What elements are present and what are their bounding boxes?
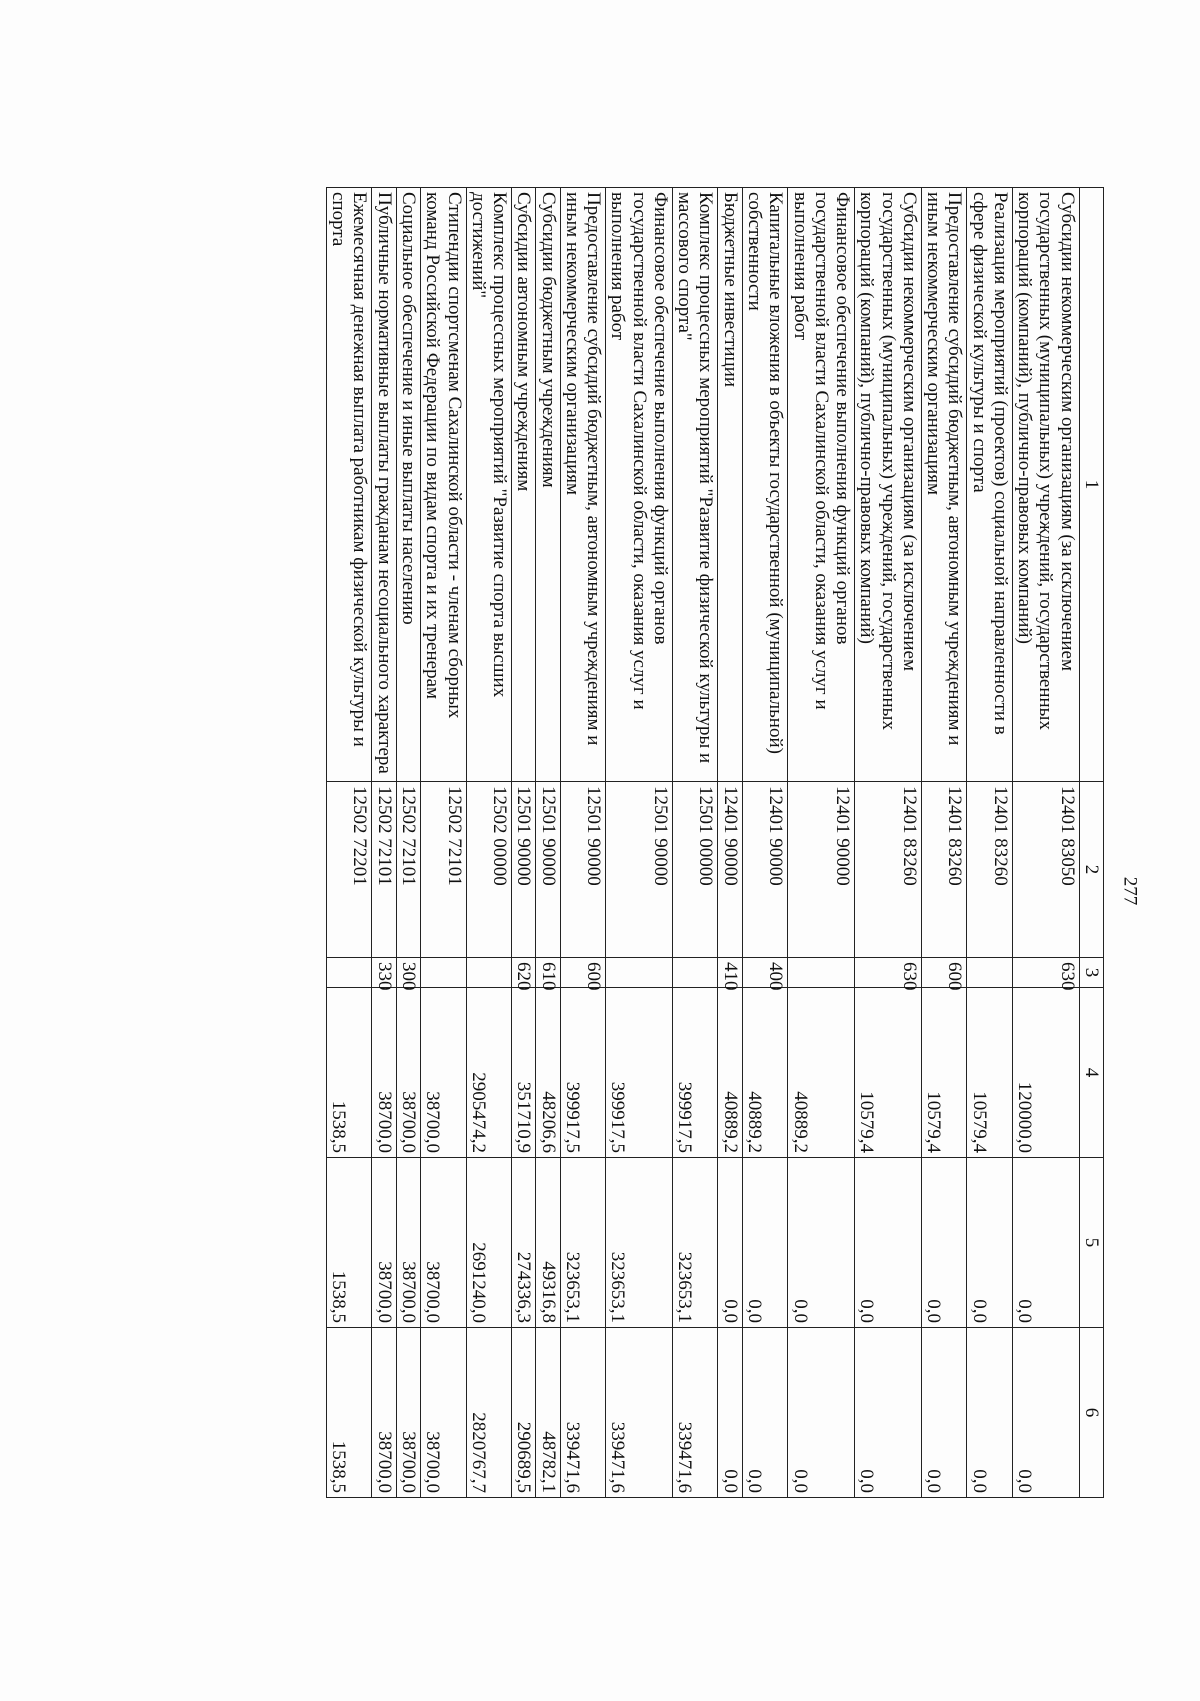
row-value-year2: 274336,3 xyxy=(512,1158,536,1328)
row-name: Публичные нормативные выплаты гражданам несоциального характера xyxy=(372,188,396,782)
row-value-year3: 0,0 xyxy=(742,1328,788,1498)
row-value-year3: 290689,5 xyxy=(512,1328,536,1498)
table-row xyxy=(718,188,742,1498)
row-expense-type xyxy=(466,958,512,988)
row-name: Предоставление субсидий бюджетным, автономным учреждениям и иным некоммерческим организациям xyxy=(560,188,606,782)
row-expense-type xyxy=(672,958,718,988)
row-code: 12501 90000 xyxy=(512,782,536,958)
table-row xyxy=(967,188,1013,1498)
row-name: Субсидии автономным учреждениям xyxy=(512,188,536,782)
row-value-year1: 38700,0 xyxy=(372,988,396,1158)
row-code: 12401 90000 xyxy=(788,782,855,958)
row-expense-type xyxy=(606,958,673,988)
row-expense-type xyxy=(967,958,1013,988)
row-code: 12501 00000 xyxy=(672,782,718,958)
row-value-year1: 399917,5 xyxy=(560,988,606,1158)
column-header: 1 xyxy=(1079,188,1103,782)
row-value-year1: 2905474,2 xyxy=(466,988,512,1158)
row-value-year3: 48782,1 xyxy=(536,1328,560,1498)
row-expense-type: 630 xyxy=(855,958,922,988)
row-value-year3: 0,0 xyxy=(921,1328,967,1498)
table-row xyxy=(742,188,788,1498)
row-value-year1: 40889,2 xyxy=(718,988,742,1158)
row-value-year1: 10579,4 xyxy=(855,988,922,1158)
row-name: Капитальные вложения в объекты государственной (муниципальной) собственности xyxy=(742,188,788,782)
table-row xyxy=(326,188,372,1498)
row-value-year1: 40889,2 xyxy=(788,988,855,1158)
row-code: 12502 72101 xyxy=(372,782,396,958)
row-expense-type: 330 xyxy=(372,958,396,988)
row-expense-type xyxy=(326,958,372,988)
row-name: Ежемесячная денежная выплата работникам физической культуры и спорта xyxy=(326,188,372,782)
row-value-year2: 1538,5 xyxy=(326,1158,372,1328)
row-value-year2: 0,0 xyxy=(788,1158,855,1328)
row-value-year2: 323653,1 xyxy=(560,1158,606,1328)
row-value-year1: 399917,5 xyxy=(672,988,718,1158)
row-value-year3: 0,0 xyxy=(718,1328,742,1498)
row-value-year1: 40889,2 xyxy=(742,988,788,1158)
row-value-year2: 2691240,0 xyxy=(466,1158,512,1328)
row-value-year3: 2820767,7 xyxy=(466,1328,512,1498)
table-row xyxy=(560,188,606,1498)
row-value-year1: 10579,4 xyxy=(921,988,967,1158)
row-value-year2: 38700,0 xyxy=(421,1158,467,1328)
table-row xyxy=(921,188,967,1498)
table-row xyxy=(788,188,855,1498)
row-expense-type xyxy=(421,958,467,988)
table-body xyxy=(326,188,1079,1498)
row-expense-type: 410 xyxy=(718,958,742,988)
table-row xyxy=(672,188,718,1498)
row-code: 12502 72201 xyxy=(326,782,372,958)
row-expense-type xyxy=(788,958,855,988)
column-header: 4 xyxy=(1079,988,1103,1158)
row-value-year3: 339471,6 xyxy=(672,1328,718,1498)
row-code: 12501 90000 xyxy=(560,782,606,958)
row-code: 12501 90000 xyxy=(536,782,560,958)
row-code: 12401 83260 xyxy=(967,782,1013,958)
row-code: 12401 83050 xyxy=(1012,782,1079,958)
row-name: Комплекс процессных мероприятий "Развитие физической культуры и массового спорта" xyxy=(672,188,718,782)
row-value-year3: 38700,0 xyxy=(372,1328,396,1498)
row-name: Субсидии некоммерческим организациям (за исключением государственных (муниципальных) учреждений, государственных корпораций (компаний), публично-правовых компаний) xyxy=(1012,188,1079,782)
row-value-year1: 399917,5 xyxy=(606,988,673,1158)
row-value-year3: 339471,6 xyxy=(606,1328,673,1498)
row-value-year3: 1538,5 xyxy=(326,1328,372,1498)
table-row xyxy=(855,188,922,1498)
row-value-year3: 0,0 xyxy=(788,1328,855,1498)
row-expense-type: 400 xyxy=(742,958,788,988)
table-row xyxy=(536,188,560,1498)
row-value-year2: 0,0 xyxy=(967,1158,1013,1328)
row-code: 12502 72101 xyxy=(421,782,467,958)
row-value-year3: 38700,0 xyxy=(396,1328,420,1498)
row-name: Комплекс процессных мероприятий "Развитие спорта высших достижений" xyxy=(466,188,512,782)
table-row xyxy=(606,188,673,1498)
row-value-year1: 38700,0 xyxy=(396,988,420,1158)
column-header: 5 xyxy=(1079,1158,1103,1328)
row-value-year2: 0,0 xyxy=(742,1158,788,1328)
row-value-year2: 38700,0 xyxy=(396,1158,420,1328)
row-code: 12401 90000 xyxy=(742,782,788,958)
row-value-year2: 0,0 xyxy=(1012,1158,1079,1328)
row-expense-type: 600 xyxy=(921,958,967,988)
row-value-year1: 351710,9 xyxy=(512,988,536,1158)
row-expense-type: 620 xyxy=(512,958,536,988)
row-expense-type: 610 xyxy=(536,958,560,988)
row-name: Финансовое обеспечение выполнения функций органов государственной власти Сахалинской области, оказания услуг и выполнения работ xyxy=(788,188,855,782)
row-code: 12502 72101 xyxy=(396,782,420,958)
rotated-page-content xyxy=(72,187,1104,1497)
column-header: 2 xyxy=(1079,782,1103,958)
row-value-year2: 49316,8 xyxy=(536,1158,560,1328)
row-expense-type: 300 xyxy=(396,958,420,988)
row-value-year1: 38700,0 xyxy=(421,988,467,1158)
row-value-year2: 323653,1 xyxy=(672,1158,718,1328)
row-value-year2: 0,0 xyxy=(921,1158,967,1328)
row-value-year3: 0,0 xyxy=(967,1328,1013,1498)
row-code: 12401 83260 xyxy=(921,782,967,958)
row-value-year2: 0,0 xyxy=(855,1158,922,1328)
row-value-year3: 38700,0 xyxy=(421,1328,467,1498)
table-row xyxy=(396,188,420,1498)
row-name: Социальное обеспечение и иные выплаты населению xyxy=(396,188,420,782)
table-header-row xyxy=(1079,188,1103,1498)
row-name: Бюджетные инвестиции xyxy=(718,188,742,782)
row-code: 12502 00000 xyxy=(466,782,512,958)
row-name: Субсидии бюджетным учреждениям xyxy=(536,188,560,782)
table-row xyxy=(421,188,467,1498)
row-name: Предоставление субсидий бюджетным, автономным учреждениям и иным некоммерческим организациям xyxy=(921,188,967,782)
row-name: Реализация мероприятий (проектов) социальной направленности в сфере физической культуры и спорта xyxy=(967,188,1013,782)
page-number: 277 xyxy=(1119,876,1141,906)
row-value-year1: 48206,6 xyxy=(536,988,560,1158)
row-expense-type: 630 xyxy=(1012,958,1079,988)
row-value-year1: 10579,4 xyxy=(967,988,1013,1158)
row-value-year3: 339471,6 xyxy=(560,1328,606,1498)
row-value-year2: 38700,0 xyxy=(372,1158,396,1328)
row-name: Стипендии спортсменам Сахалинской области - членам сборных команд Российской Федерации по видам спорта и их тренерам xyxy=(421,188,467,782)
row-code: 12401 83260 xyxy=(855,782,922,958)
row-value-year3: 0,0 xyxy=(1012,1328,1079,1498)
row-value-year2: 323653,1 xyxy=(606,1158,673,1328)
row-value-year1: 1538,5 xyxy=(326,988,372,1158)
budget-table xyxy=(326,187,1104,1498)
row-expense-type: 600 xyxy=(560,958,606,988)
row-value-year2: 0,0 xyxy=(718,1158,742,1328)
row-code: 12501 90000 xyxy=(606,782,673,958)
row-value-year3: 0,0 xyxy=(855,1328,922,1498)
row-name: Финансовое обеспечение выполнения функций органов государственной власти Сахалинской области, оказания услуг и выполнения работ xyxy=(606,188,673,782)
row-value-year1: 120000,0 xyxy=(1012,988,1079,1158)
row-name: Субсидии некоммерческим организациям (за исключением государственных (муниципальных) учреждений, государственных корпораций (компаний), публично-правовых компаний) xyxy=(855,188,922,782)
column-header: 6 xyxy=(1079,1328,1103,1498)
row-code: 12401 90000 xyxy=(718,782,742,958)
table-row xyxy=(512,188,536,1498)
table-row xyxy=(1012,188,1079,1498)
table-row xyxy=(466,188,512,1498)
table-row xyxy=(372,188,396,1498)
column-header: 3 xyxy=(1079,958,1103,988)
